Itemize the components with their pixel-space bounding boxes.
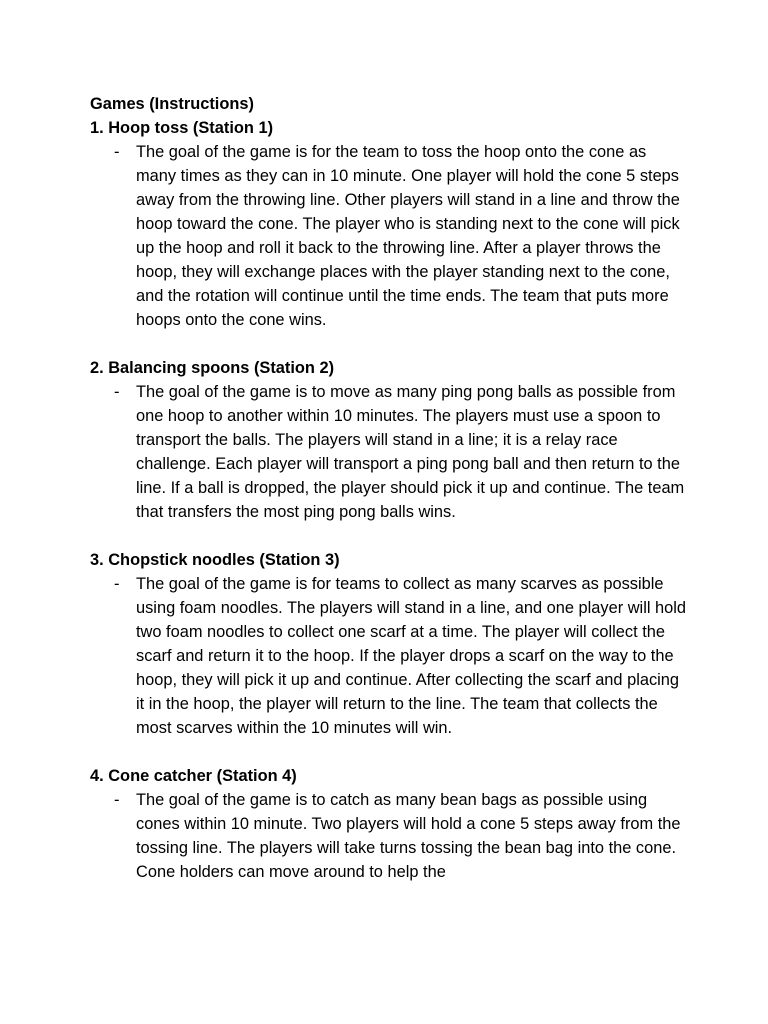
section-heading: 1. Hoop toss (Station 1) — [90, 119, 274, 137]
document-title: Games (Instructions) — [90, 95, 254, 113]
section-cone-catcher — [90, 764, 690, 884]
bullet-text: The goal of the game is for the team to toss the hoop onto the cone as many times as they can in 10 minute. One player will hold the cone 5 steps away from the throwing line. Other players will stand in a line and throw the hoop toward the cone. The player who is standing next to the cone will pick up the hoop and roll it back to the throwing line. After a player throws the hoop, they will exchange places with the player standing next to the cone, and the rotation will continue until the time ends. The team that puts more hoops onto the cone wins. — [136, 143, 680, 329]
document-body — [90, 92, 690, 884]
bullet-dash: - — [114, 575, 120, 593]
bullet-dash: - — [114, 791, 120, 809]
bullet-dash: - — [114, 383, 120, 401]
bullet-item — [90, 572, 690, 740]
bullet-text: The goal of the game is to move as many ping pong balls as possible from one hoop to another within 10 minutes. The players must use a spoon to transport the balls. The players will stand in a line; it is a relay race challenge. Each player will transport a ping pong ball and then return to the line. If a ball is dropped, the player should pick it up and continue. The team that transfers the most ping pong balls wins. — [136, 383, 685, 521]
bullet-item — [90, 140, 690, 332]
bullet-item — [90, 380, 690, 524]
section-balancing-spoons — [90, 356, 690, 524]
bullet-dash: - — [114, 143, 120, 161]
section-hoop-toss — [90, 116, 690, 332]
bullet-text: The goal of the game is for teams to collect as many scarves as possible using foam noodles. The players will stand in a line, and one player will hold two foam noodles to collect one scarf at a time. The player will collect the scarf and return it to the hoop. If the player drops a scarf on the way to the hoop, they will pick it up and continue. After collecting the scarf and placing it in the hoop, the player will return to the line. The team that collects the most scarves within the 10 minutes will win. — [136, 575, 687, 737]
section-heading: 3. Chopstick noodles (Station 3) — [90, 551, 340, 569]
bullet-item — [90, 788, 690, 884]
section-chopstick-noodles — [90, 548, 690, 740]
bullet-text: The goal of the game is to catch as many bean bags as possible using cones within 10 minute. Two players will hold a cone 5 steps away from the tossing line. The players will take turns tossing the bean bag into the cone. Cone holders can move around to help the — [136, 791, 681, 881]
section-heading: 2. Balancing spoons (Station 2) — [90, 359, 335, 377]
section-heading: 4. Cone catcher (Station 4) — [90, 767, 297, 785]
